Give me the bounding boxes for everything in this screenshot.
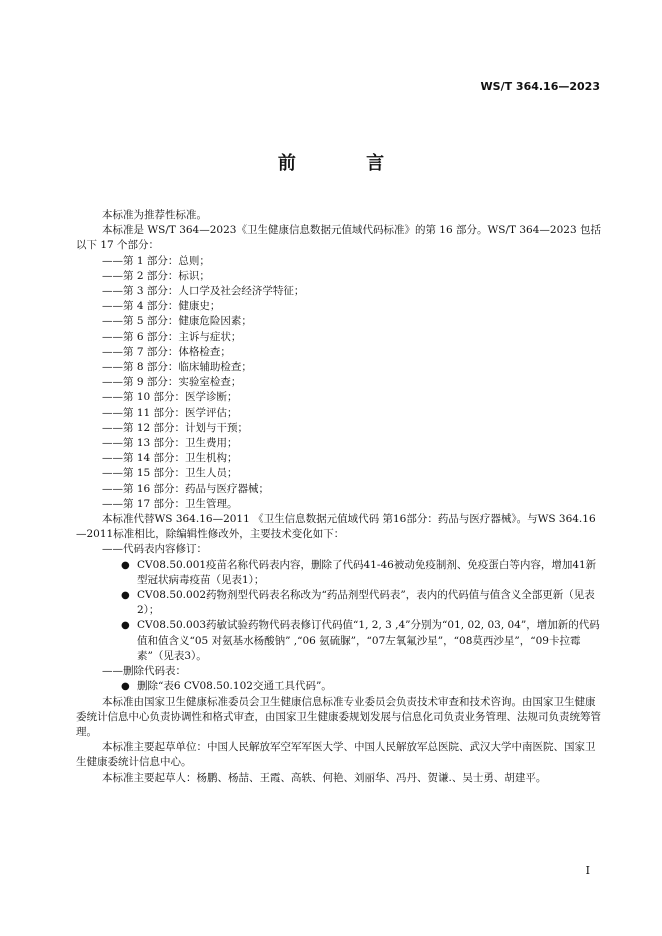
- list-item: ——第 6 部分：主诉与症状；: [102, 330, 242, 343]
- list-item: ——第 12 部分：计划与干预；: [102, 421, 249, 434]
- document-body: [76, 208, 602, 786]
- list-item: ——第 4 部分：健康史；: [102, 300, 221, 313]
- recommend-paragraph: 本标准为推荐性标准。: [102, 209, 207, 221]
- standard-code: WS/T 364.16—2023: [480, 80, 600, 93]
- code-table-heading: ——代码表内容修订：: [102, 543, 207, 556]
- drafters-paragraph: 本标准主要起草人：杨鹏、杨喆、王霞、高轶、何艳、刘丽华、冯丹、贺谦.、吴士勇、胡建平。: [102, 771, 547, 784]
- bullet-item: [76, 588, 602, 618]
- list-item: ——第 9 部分：实验室检查；: [102, 376, 242, 389]
- bullet-item: [76, 618, 602, 664]
- bullet-dot-icon: ●: [121, 559, 130, 571]
- list-item: ——第 11 部分：医学评估；: [102, 406, 238, 419]
- list-item: ——第 13 部分：卫生费用；: [102, 437, 238, 450]
- list-item: ——第 8 部分：临床辅助检查；: [102, 361, 252, 374]
- replaces-paragraph: 本标准代替WS 364.16—2011 《卫生信息数据元值域代码 第16部分：药品与医疗器械》。与WS 364.16—2011标准相比，除编辑性修改外，主要技术变化如下：: [76, 513, 596, 541]
- drafting-units-paragraph: 本标准主要起草单位：中国人民解放军空军军医大学、中国人民解放军总医院、武汉大学中南医院、国家卫生健康委统计信息中心。: [76, 741, 596, 769]
- list-item: ——第 2 部分：标识；: [102, 269, 210, 282]
- list-item: ——第 17 部分：卫生管理。: [102, 497, 238, 510]
- bullet-text: CV08.50.001疫苗名称代码表内容，删除了代码41-46被动免疫制剂、免疫蛋白等内容，增加41新型冠状病毒疫苗（见表1）；: [137, 558, 597, 586]
- list-item: ——第 16 部分：药品与医疗器械；: [102, 482, 270, 495]
- list-item: ——第 3 部分：人口学及社会经济学特征；: [102, 285, 305, 298]
- bullet-text: CV08.50.002药物剂型代码表名称改为“药品剂型代码表”，表内的代码值与值含义全部更新（见表2）；: [137, 589, 595, 617]
- part-of-paragraph: 本标准是 WS/T 364—2023《卫生健康信息数据元值域代码标准》的第 16 部分。WS/T 364—2023 包括以下 17 个部分：: [76, 224, 601, 252]
- list-item: ——第 10 部分：医学诊断；: [102, 391, 238, 404]
- bullet-item: [76, 558, 602, 588]
- list-item: ——第 14 部分：卫生机构；: [102, 452, 238, 465]
- page-title: 前 言: [277, 153, 417, 174]
- bullet-dot-icon: ●: [121, 590, 130, 602]
- parts-list: [76, 254, 602, 512]
- delete-heading: ——删除代码表：: [102, 665, 186, 678]
- bullet-dot-icon: ●: [121, 620, 130, 632]
- bullet-text: 删除“表6 CV08.50.102交通工具代码”。: [137, 680, 332, 693]
- proposer-paragraph: 本标准由国家卫生健康标准委员会卫生健康信息标准专业委员会负责技术审查和技术咨询。由国家卫生健康委统计信息中心负责协调性和格式审查，由国家卫生健康委规划发展与信息化司负责业务管理、法规司负责统筹管理。: [76, 695, 601, 738]
- page-number: I: [585, 864, 590, 877]
- list-item: ——第 1 部分：总则；: [102, 254, 210, 267]
- bullet-item: [76, 679, 602, 694]
- list-item: ——第 7 部分：体格检查；: [102, 345, 231, 358]
- list-item: ——第 15 部分：卫生人员；: [102, 467, 238, 480]
- bullet-dot-icon: ●: [121, 681, 130, 693]
- bullet-text: CV08.50.003药敏试验药物代码表修订代码值“1, 2, 3 ,4”分别为“01, 02, 03, 04”，增加新的代码值和值含义“05 对氨基水杨酸钠” ,“06 氨硫脲”，“07左氧氟沙星”，“08莫西沙星”，“09卡拉霉素”（见表3）。: [137, 619, 600, 662]
- list-item: ——第 5 部分：健康危险因素；: [102, 315, 252, 328]
